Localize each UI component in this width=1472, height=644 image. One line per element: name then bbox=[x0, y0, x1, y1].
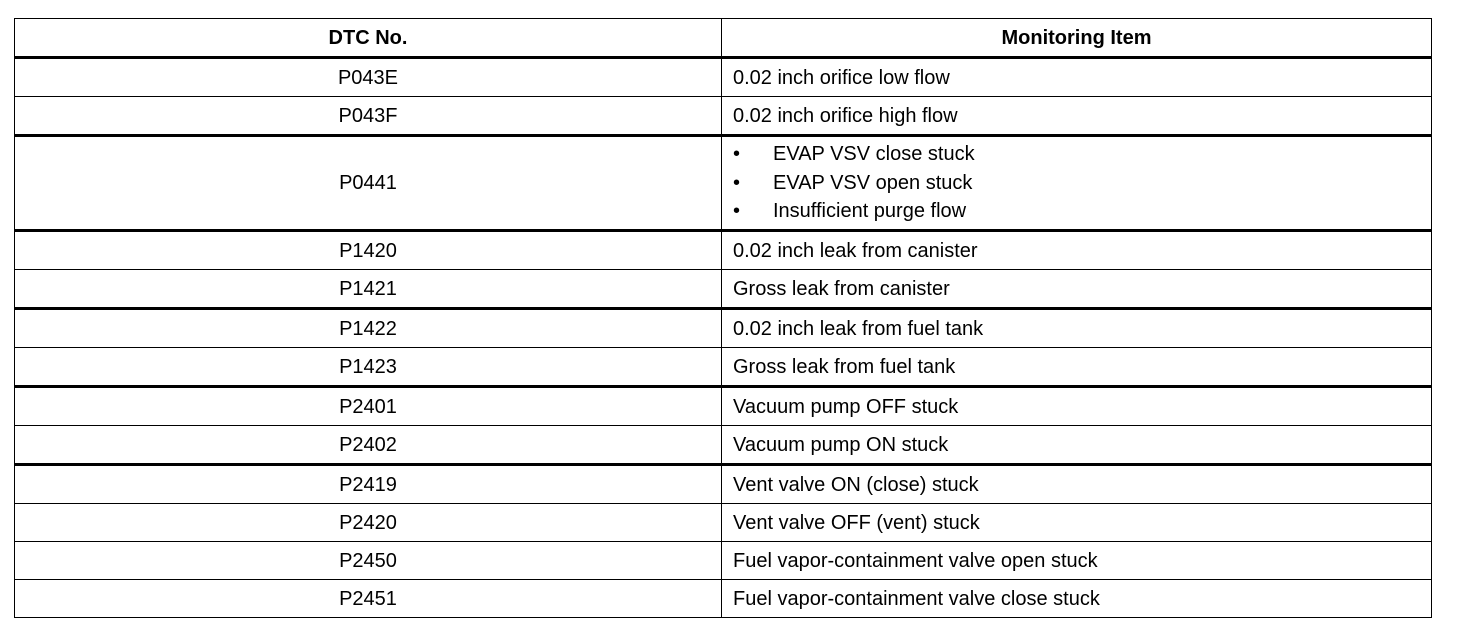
table-row bbox=[15, 58, 1432, 97]
table-row bbox=[15, 231, 1432, 270]
monitoring-item-cell: Vacuum pump ON stuck bbox=[722, 426, 1432, 465]
monitoring-item-cell: Vacuum pump OFF stuck bbox=[722, 387, 1432, 426]
dtc-code-cell: P2402 bbox=[15, 426, 722, 465]
list-item-text: EVAP VSV close stuck bbox=[773, 143, 975, 166]
bullet-icon: • bbox=[733, 143, 741, 166]
monitoring-item-cell: Vent valve ON (close) stuck bbox=[722, 465, 1432, 504]
dtc-code-cell: P2420 bbox=[15, 504, 722, 542]
monitoring-item-cell bbox=[722, 136, 1432, 231]
table-row bbox=[15, 504, 1432, 542]
table-header-row bbox=[15, 19, 1432, 58]
bullet-icon: • bbox=[733, 200, 741, 223]
monitoring-item-cell: 0.02 inch leak from fuel tank bbox=[722, 309, 1432, 348]
dtc-code-cell: P1421 bbox=[15, 270, 722, 309]
list-item bbox=[733, 169, 1431, 198]
monitoring-item-cell: Fuel vapor-containment valve close stuck bbox=[722, 580, 1432, 618]
list-item bbox=[733, 140, 1431, 169]
table-row bbox=[15, 136, 1432, 231]
dtc-code-cell: P1422 bbox=[15, 309, 722, 348]
table-row bbox=[15, 348, 1432, 387]
dtc-code-cell: P1423 bbox=[15, 348, 722, 387]
monitoring-item-cell: Vent valve OFF (vent) stuck bbox=[722, 504, 1432, 542]
dtc-code-cell: P043F bbox=[15, 97, 722, 136]
table-row bbox=[15, 387, 1432, 426]
dtc-code-cell: P2419 bbox=[15, 465, 722, 504]
table-row bbox=[15, 309, 1432, 348]
monitoring-item-cell: 0.02 inch orifice low flow bbox=[722, 58, 1432, 97]
table-row bbox=[15, 426, 1432, 465]
dtc-code-cell: P0441 bbox=[15, 136, 722, 231]
list-item-text: Insufficient purge flow bbox=[773, 200, 967, 223]
monitoring-item-list bbox=[733, 140, 1431, 226]
table-row bbox=[15, 97, 1432, 136]
dtc-code-cell: P2401 bbox=[15, 387, 722, 426]
list-item-text: EVAP VSV open stuck bbox=[773, 171, 973, 194]
monitoring-item-cell: 0.02 inch orifice high flow bbox=[722, 97, 1432, 136]
table-row bbox=[15, 465, 1432, 504]
header-dtc-no: DTC No. bbox=[15, 19, 722, 58]
table-row bbox=[15, 542, 1432, 580]
table-row bbox=[15, 270, 1432, 309]
monitoring-item-cell: 0.02 inch leak from canister bbox=[722, 231, 1432, 270]
monitoring-item-cell: Gross leak from canister bbox=[722, 270, 1432, 309]
dtc-code-cell: P2451 bbox=[15, 580, 722, 618]
list-item bbox=[733, 197, 1431, 226]
table-row bbox=[15, 580, 1432, 618]
dtc-code-cell: P2450 bbox=[15, 542, 722, 580]
header-monitoring-item: Monitoring Item bbox=[722, 19, 1432, 58]
bullet-icon: • bbox=[733, 171, 741, 194]
dtc-monitoring-table bbox=[14, 18, 1432, 618]
dtc-code-cell: P1420 bbox=[15, 231, 722, 270]
dtc-code-cell: P043E bbox=[15, 58, 722, 97]
monitoring-item-cell: Fuel vapor-containment valve open stuck bbox=[722, 542, 1432, 580]
monitoring-item-cell: Gross leak from fuel tank bbox=[722, 348, 1432, 387]
